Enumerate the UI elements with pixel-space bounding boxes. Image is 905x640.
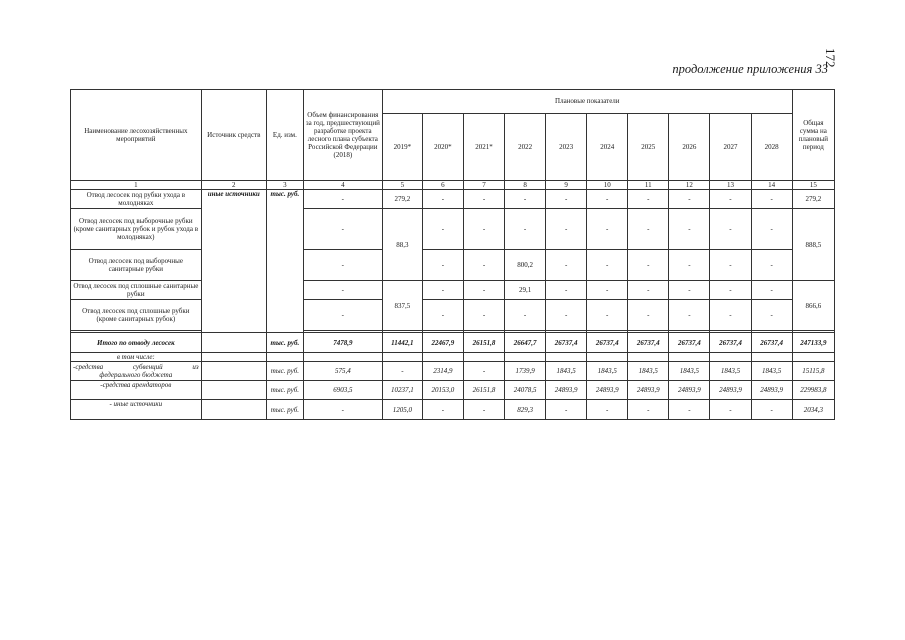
value-cell: - bbox=[505, 209, 546, 250]
value-cell: - bbox=[422, 190, 463, 209]
activity-name: Отвод лесосек под выборочные рубки (кроме санитарных рубок и рубок ухода в молодняках) bbox=[71, 209, 202, 250]
value-cell: 1843,5 bbox=[669, 362, 710, 381]
value-cell: 1843,5 bbox=[751, 362, 792, 381]
value-cell: - bbox=[587, 190, 628, 209]
value-cell: 1843,5 bbox=[628, 362, 669, 381]
value-cell: - bbox=[505, 300, 546, 331]
header-year: 2024 bbox=[587, 114, 628, 181]
unit-cell: тыс. руб. bbox=[266, 381, 303, 400]
activity-name: Отвод лесосек под рубки ухода в молодняках bbox=[71, 190, 202, 209]
total-cell: 279,2 bbox=[792, 190, 834, 209]
col-number: 13 bbox=[710, 181, 751, 190]
value-cell: - bbox=[422, 281, 463, 300]
col-number: 9 bbox=[546, 181, 587, 190]
subrow-label-line: федерального бюджета bbox=[99, 371, 173, 380]
header-year: 2025 bbox=[628, 114, 669, 181]
col-number: 7 bbox=[463, 181, 504, 190]
col-number: 4 bbox=[303, 181, 382, 190]
value-cell: - bbox=[587, 250, 628, 281]
value-cell: 1843,5 bbox=[710, 362, 751, 381]
value-cell: - bbox=[303, 209, 382, 250]
value-cell: 2314,9 bbox=[422, 362, 463, 381]
total-value: 26737,4 bbox=[587, 333, 628, 353]
value-cell: - bbox=[628, 281, 669, 300]
activity-name: Отвод лесосек под сплошные санитарные рубки bbox=[71, 281, 202, 300]
value-cell: - bbox=[669, 250, 710, 281]
header-year: 2022 bbox=[505, 114, 546, 181]
value-cell: - bbox=[463, 300, 504, 331]
activity-name: Отвод лесосек под выборочные санитарные рубки bbox=[71, 250, 202, 281]
value-cell: 29,1 bbox=[505, 281, 546, 300]
value-cell: - bbox=[546, 281, 587, 300]
value-cell: - bbox=[710, 400, 751, 420]
value-cell: 837,5 bbox=[382, 281, 422, 331]
col-number: 2 bbox=[201, 181, 266, 190]
total-cell: 2034,3 bbox=[792, 400, 834, 420]
value-cell: 800,2 bbox=[505, 250, 546, 281]
value-cell: - bbox=[463, 281, 504, 300]
value-cell: - bbox=[463, 362, 504, 381]
value-cell: - bbox=[587, 400, 628, 420]
total-cell: 15115,8 bbox=[792, 362, 834, 381]
col-number: 1 bbox=[71, 181, 202, 190]
value-cell: - bbox=[303, 300, 382, 331]
value-cell: 24893,9 bbox=[587, 381, 628, 400]
header-year: 2026 bbox=[669, 114, 710, 181]
total-value: 26737,4 bbox=[751, 333, 792, 353]
col-number: 11 bbox=[628, 181, 669, 190]
total-value: 26737,4 bbox=[628, 333, 669, 353]
value-cell: 6903,5 bbox=[303, 381, 382, 400]
total-value: 22467,9 bbox=[422, 333, 463, 353]
value-cell: - bbox=[710, 250, 751, 281]
header-prev-year: Объем финансирования за год, предшествующий разработке проекта лесного плана субъекта Российской Федерации (2018) bbox=[303, 90, 382, 181]
value-cell: 1739,9 bbox=[505, 362, 546, 381]
activity-name: Отвод лесосек под сплошные рубки (кроме санитарных рубок) bbox=[71, 300, 202, 331]
appendix-caption: продолжение приложения 33 bbox=[672, 62, 828, 76]
total-value: 247133,9 bbox=[792, 333, 834, 353]
col-number: 6 bbox=[422, 181, 463, 190]
header-plan: Плановые показатели bbox=[382, 90, 792, 114]
value-cell: - bbox=[422, 250, 463, 281]
value-cell: - bbox=[422, 209, 463, 250]
col-number: 3 bbox=[266, 181, 303, 190]
total-value: 11442,1 bbox=[382, 333, 422, 353]
value-cell: - bbox=[587, 281, 628, 300]
subrow-label: -средства арендаторов bbox=[71, 381, 202, 400]
value-cell: - bbox=[628, 250, 669, 281]
header-year: 2021* bbox=[463, 114, 504, 181]
col-number: 8 bbox=[505, 181, 546, 190]
value-cell: - bbox=[546, 400, 587, 420]
total-cell: 888,5 bbox=[792, 209, 834, 281]
subrow-label-line: -средства субвенций из bbox=[73, 363, 199, 372]
header-year: 2027 bbox=[710, 114, 751, 181]
value-cell: 24893,9 bbox=[669, 381, 710, 400]
total-value: 26737,4 bbox=[710, 333, 751, 353]
value-cell: 24893,9 bbox=[628, 381, 669, 400]
total-value: 26151,8 bbox=[463, 333, 504, 353]
value-cell: 575,4 bbox=[303, 362, 382, 381]
value-cell: - bbox=[463, 250, 504, 281]
header-source: Источник средств bbox=[201, 90, 266, 181]
financing-table bbox=[70, 89, 835, 420]
value-cell: - bbox=[669, 281, 710, 300]
value-cell: - bbox=[628, 190, 669, 209]
value-cell: 24078,5 bbox=[505, 381, 546, 400]
value-cell: - bbox=[710, 190, 751, 209]
value-cell: 10237,1 bbox=[382, 381, 422, 400]
unit-cell: тыс. руб. bbox=[266, 333, 303, 353]
value-cell: 88,3 bbox=[382, 209, 422, 281]
value-cell: - bbox=[710, 281, 751, 300]
value-cell: 1205,0 bbox=[382, 400, 422, 420]
col-number: 5 bbox=[382, 181, 422, 190]
value-cell: - bbox=[628, 209, 669, 250]
value-cell: - bbox=[303, 250, 382, 281]
value-cell: 26151,8 bbox=[463, 381, 504, 400]
value-cell: - bbox=[303, 400, 382, 420]
value-cell: - bbox=[463, 209, 504, 250]
header-year: 2019* bbox=[382, 114, 422, 181]
unit-cell: тыс. руб. bbox=[266, 190, 303, 333]
header-year: 2028 bbox=[751, 114, 792, 181]
header-year: 2023 bbox=[546, 114, 587, 181]
including-label: в том числе: bbox=[71, 353, 202, 362]
value-cell: - bbox=[546, 300, 587, 331]
value-cell: - bbox=[669, 300, 710, 331]
col-number: 15 bbox=[792, 181, 834, 190]
value-cell: 829,3 bbox=[505, 400, 546, 420]
value-cell: - bbox=[751, 250, 792, 281]
value-cell: - bbox=[751, 281, 792, 300]
value-cell: - bbox=[546, 250, 587, 281]
value-cell: - bbox=[751, 400, 792, 420]
value-cell: - bbox=[303, 281, 382, 300]
value-cell: - bbox=[463, 190, 504, 209]
total-cell: 866,6 bbox=[792, 281, 834, 331]
value-cell: - bbox=[422, 400, 463, 420]
col-number: 14 bbox=[751, 181, 792, 190]
value-cell: - bbox=[546, 190, 587, 209]
value-cell: - bbox=[505, 190, 546, 209]
value-cell: - bbox=[587, 209, 628, 250]
value-cell: - bbox=[628, 300, 669, 331]
value-cell: 279,2 bbox=[382, 190, 422, 209]
value-cell: 1843,5 bbox=[546, 362, 587, 381]
header-year: 2020* bbox=[422, 114, 463, 181]
page-number: 172 bbox=[823, 48, 838, 68]
value-cell: - bbox=[751, 300, 792, 331]
col-number: 12 bbox=[669, 181, 710, 190]
total-value: 7478,9 bbox=[303, 333, 382, 353]
value-cell: - bbox=[669, 209, 710, 250]
source-cell: иные источники bbox=[201, 190, 266, 333]
value-cell: - bbox=[710, 209, 751, 250]
subrow-label: - иные источники bbox=[71, 400, 202, 420]
value-cell: 20153,0 bbox=[422, 381, 463, 400]
value-cell: 24893,9 bbox=[751, 381, 792, 400]
value-cell: - bbox=[587, 300, 628, 331]
value-cell: - bbox=[751, 209, 792, 250]
value-cell: - bbox=[546, 209, 587, 250]
value-cell: 24893,9 bbox=[710, 381, 751, 400]
unit-cell: тыс. руб. bbox=[266, 400, 303, 420]
source-cell bbox=[201, 333, 266, 353]
value-cell: 1843,5 bbox=[587, 362, 628, 381]
value-cell: - bbox=[669, 400, 710, 420]
header-unit: Ед. изм. bbox=[266, 90, 303, 181]
value-cell: 24893,9 bbox=[546, 381, 587, 400]
col-number: 10 bbox=[587, 181, 628, 190]
value-cell: - bbox=[751, 190, 792, 209]
unit-cell: тыс. руб. bbox=[266, 362, 303, 381]
total-cell: 229983,8 bbox=[792, 381, 834, 400]
header-activity: Наименование лесохозяйственных мероприятий bbox=[71, 90, 202, 181]
value-cell: - bbox=[710, 300, 751, 331]
total-row-label: Итого по отводу лесосек bbox=[71, 333, 202, 353]
value-cell: - bbox=[628, 400, 669, 420]
value-cell: - bbox=[382, 362, 422, 381]
value-cell: - bbox=[669, 190, 710, 209]
subrow-label bbox=[71, 362, 202, 381]
total-value: 26737,4 bbox=[546, 333, 587, 353]
value-cell: - bbox=[422, 300, 463, 331]
total-value: 26647,7 bbox=[505, 333, 546, 353]
total-value: 26737,4 bbox=[669, 333, 710, 353]
header-total: Общая сумма на плановый период bbox=[792, 90, 834, 181]
value-cell: - bbox=[463, 400, 504, 420]
value-cell: - bbox=[303, 190, 382, 209]
